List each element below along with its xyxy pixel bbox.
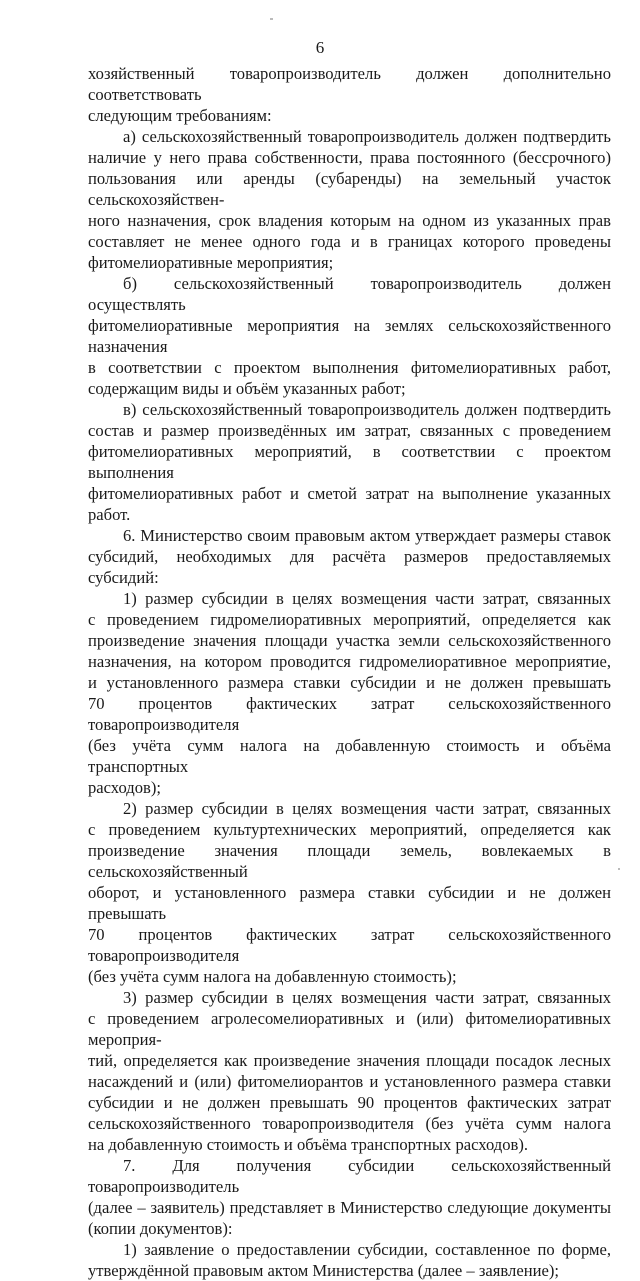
text-line: 6. Министерство своим правовым актом утверждает размеры ставок (123, 526, 611, 545)
text-line: состав и размер произведённых им затрат, связанных с проведением (88, 421, 611, 440)
paragraph (88, 126, 611, 273)
text-line: фитомелиоративные мероприятия на землях сельскохозяйственного назначения (88, 316, 611, 356)
text-line: тий, определяется как произведение значения площади посадок лесных (88, 1051, 611, 1070)
text-line: оборот, и установленного размера ставки субсидии и не должен превышать (88, 883, 611, 923)
text-line: 70 процентов фактических затрат сельскохозяйственного товаропроизводителя (88, 694, 611, 734)
text-line: насаждений и (или) фитомелиорантов и установленного размера ставки (88, 1072, 611, 1091)
paragraph (88, 798, 611, 987)
paragraph (88, 987, 611, 1155)
text-line: следующим требованиям: (88, 106, 272, 125)
paragraph (88, 273, 611, 399)
text-line: содержащим виды и объём указанных работ; (88, 379, 406, 398)
text-line: пользования или аренды (субаренды) на земельный участок сельскохозяйствен- (88, 169, 611, 209)
text-line: 7. Для получения субсидии сельскохозяйственный товаропроизводитель (88, 1156, 611, 1196)
text-line: утверждённой правовым актом Министерства (далее – заявление); (88, 1261, 559, 1280)
scan-speck (270, 18, 273, 20)
text-line: и установленного размера ставки субсидии и не должен превышать (88, 673, 611, 692)
text-line: фитомелиоративных работ и сметой затрат на выполнение указанных работ. (88, 484, 611, 524)
text-line: наличие у него права собственности, права постоянного (бессрочного) (88, 148, 611, 167)
text-line: 3) размер субсидии в целях возмещения части затрат, связанных (123, 988, 611, 1007)
scan-speck (618, 868, 620, 870)
paragraph (88, 399, 611, 525)
text-line: 1) заявление о предоставлении субсидии, составленное по форме, (123, 1240, 611, 1259)
text-line: назначения, на котором проводится гидромелиоративное мероприятие, (88, 652, 611, 671)
text-line: в соответствии с проектом выполнения фитомелиоративных работ, (88, 358, 611, 377)
text-line: расходов); (88, 778, 162, 797)
text-line: 2) размер субсидии в целях возмещения части затрат, связанных (123, 799, 611, 818)
text-line: б) сельскохозяйственный товаропроизводитель должен осуществлять (88, 274, 611, 314)
text-line: 70 процентов фактических затрат сельскохозяйственного товаропроизводителя (88, 925, 611, 965)
text-line: субсидии и не должен превышать 90 процентов фактических затрат (88, 1093, 611, 1112)
text-line: с проведением агролесомелиоративных и (или) фитомелиоративных мероприя- (88, 1009, 611, 1049)
text-line: хозяйственный товаропроизводитель должен дополнительно соответствовать (88, 64, 611, 104)
text-line: составляет не менее одного года и в границах которого проведены (88, 232, 611, 251)
text-line: (копии документов): (88, 1219, 233, 1238)
text-line: а) сельскохозяйственный товаропроизводитель должен подтвердить (123, 127, 611, 146)
text-line: на добавленную стоимость и объёма транспортных расходов). (88, 1135, 529, 1154)
text-line: (без учёта сумм налога на добавленную стоимость); (88, 967, 457, 986)
text-line: произведение значения площади участка земли сельскохозяйственного (88, 631, 611, 650)
text-line: фитомелиоративных мероприятий, в соответствии с проектом выполнения (88, 442, 611, 482)
paragraph (88, 1239, 611, 1281)
text-line: в) сельскохозяйственный товаропроизводитель должен подтвердить (123, 400, 611, 419)
paragraph (88, 525, 611, 588)
text-line: ного назначения, срок владения которым на одном из указанных прав (88, 211, 611, 230)
text-line: субсидий, необходимых для расчёта размеров предоставляемых субсидий: (88, 547, 611, 587)
paragraph (88, 63, 611, 126)
paragraph (88, 1155, 611, 1239)
document-body (88, 63, 611, 1281)
text-line: произведение значения площади земель, вовлекаемых в сельскохозяйственный (88, 841, 611, 881)
text-line: с проведением культуртехнических мероприятий, определяется как (88, 820, 611, 839)
text-line: 1) размер субсидии в целях возмещения части затрат, связанных (123, 589, 611, 608)
page-number: 6 (315, 38, 325, 57)
text-line: (далее – заявитель) представляет в Министерство следующие документы (88, 1198, 611, 1217)
text-line: сельскохозяйственного товаропроизводителя (без учёта сумм налога (88, 1114, 611, 1133)
text-line: (без учёта сумм налога на добавленную стоимость и объёма транспортных (88, 736, 611, 776)
text-line: фитомелиоративные мероприятия; (88, 253, 334, 272)
paragraph (88, 588, 611, 798)
text-line: с проведением гидромелиоративных мероприятий, определяется как (88, 610, 611, 629)
